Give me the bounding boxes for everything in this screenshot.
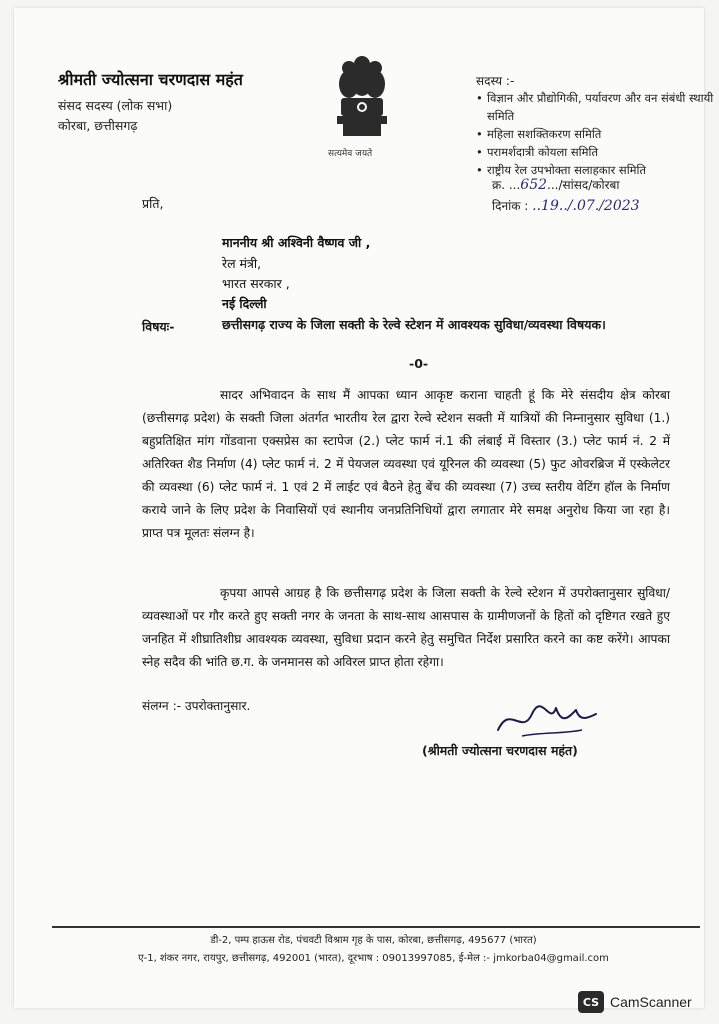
letter-page (14, 8, 714, 1008)
reference-number-prefix: क्र. ... (492, 178, 521, 192)
to-label: प्रति, (142, 196, 164, 211)
emblem-motto: सत्यमेव जयते (328, 149, 373, 159)
footer-address-2: ए-1, शंकर नगर, रायपुर, छत्तीसगढ़, 492001 (भारत), दूरभाष : 09013997085, ई-मेल :- jmkorba04@gmail.com (138, 953, 609, 964)
sender-name: श्रीमती ज्योत्सना चरणदास महंत (58, 70, 243, 89)
reference-date-label: दिनांक : (492, 199, 529, 213)
footer-divider (52, 926, 700, 928)
committees-list (476, 89, 716, 179)
sender-place: कोरबा, छत्तीसगढ़ (58, 118, 138, 133)
camscanner-watermark (578, 991, 692, 1013)
reference-date-value: ..19../.07./2023 (532, 198, 640, 214)
recipient-line: माननीय श्री अश्विनी वैष्णव जी , (222, 235, 371, 250)
sender-position: संसद सदस्य (लोक सभा) (58, 98, 173, 113)
reference-number (492, 176, 619, 193)
committee-item: • विज्ञान और प्रौद्योगिकी, पर्यावरण और वन संबंधी स्थायी समिति (476, 89, 716, 125)
footer-address-1: डी-2, पम्प हाऊस रोड, पंचवटी विश्राम गृह के पास, कोरबा, छत्तीसगढ़, 495677 (भारत) (210, 935, 537, 946)
recipient-line: भारत सरकार , (222, 276, 290, 291)
recipient-line: नई दिल्ली (222, 296, 267, 311)
subject-label: विषयः- (142, 319, 175, 334)
reference-number-suffix: .../सांसद/कोरबा (547, 178, 620, 192)
reference-date (492, 197, 640, 214)
section-separator: -0- (409, 356, 429, 371)
camscanner-logo-icon: CS (578, 991, 604, 1013)
camscanner-label: CamScanner (610, 994, 692, 1010)
signatory-name: (श्रीमती ज्योत्सना चरणदास महंत) (422, 743, 578, 758)
committee-item: • महिला सशक्तिकरण समिति (476, 125, 716, 143)
signature-mark (492, 696, 602, 742)
committees-title: सदस्य :- (476, 74, 515, 88)
enclosure-note: संलग्न :- उपरोक्तानुसार. (142, 699, 251, 713)
body-paragraph-1: सादर अभिवादन के साथ मैं आपका ध्यान आकृष्ट कराना चाहती हूं कि मेरे संसदीय क्षेत्र कोरबा (छत्तीसगढ़ प्रदेश) के सक्ती जिला अंतर्गत भारतीय रेल द्वारा रेल्वे स्टेशन सक्ती में यात्रियों की निम्नानुसार सुविधा (1.) बहुप्रतिक्षित मांग गोंडवाना एक्सप्रेस का स्टापेज (2.) प्लेट फार्म नं.1 की लंबाई में विस्तार (3.) प्लेट फार्म नं. 2 में अतिरिक्त शैड निर्माण (4) प्लेट फार्म नं. 2 में पेयजल व्यवस्था एवं यूरिनल की व्यवस्था (5) फुट ओवरब्रिज में एस्केलेटर की व्यवस्था (6) प्लेट फार्म नं. 1 एवं 2 में लाईट एवं बैठने हेतु बेंच की व्यवस्था (7) उच्च स्तरीय वेटिंग हॉल के निर्माण कराये जाने के लिए प्रदेश के निवासियों एवं स्थानीय जनप्रतिनिधियों द्वारा लगातार मेरे समक्ष अनुरोध किया जा रहा है। प्राप्त पत्र मूलतः संलग्न है। (142, 388, 670, 540)
committee-item: • राष्ट्रीय रेल उपभोक्ता सलाहकार समिति (476, 161, 716, 179)
recipient-line: रेल मंत्री, (222, 256, 262, 271)
national-emblem-icon (327, 54, 397, 150)
subject-text: छत्तीसगढ़ राज्य के जिला सक्ती के रेल्वे स्टेशन में आवश्यक सुविधा/व्यवस्था विषयक। (222, 317, 606, 332)
committee-item: • परामर्शदात्री कोयला समिति (476, 143, 716, 161)
body-paragraph-2: कृपया आपसे आग्रह है कि छत्तीसगढ़ प्रदेश के जिला सक्ती के रेल्वे स्टेशन में उपरोक्तानुसार सुविधा/व्यवस्थाओं पर गौर करते हुए सक्ती नगर के जनता के साथ-साथ आसपास के ग्रामीणजनों के हितों को दृष्टिगत रखते हुए जनहित में शीघ्रातिशीघ्र आवश्यक व्यवस्था, सुविधा प्रदान करने हेतु समुचित निर्देश प्रसारित करने का कष्ट करेंगे। आपका स्नेह सदैव की भांति छ.ग. के जनमानस को अविरल प्राप्त होता रहेगा। (142, 586, 670, 669)
reference-number-value: 652 (520, 177, 548, 193)
